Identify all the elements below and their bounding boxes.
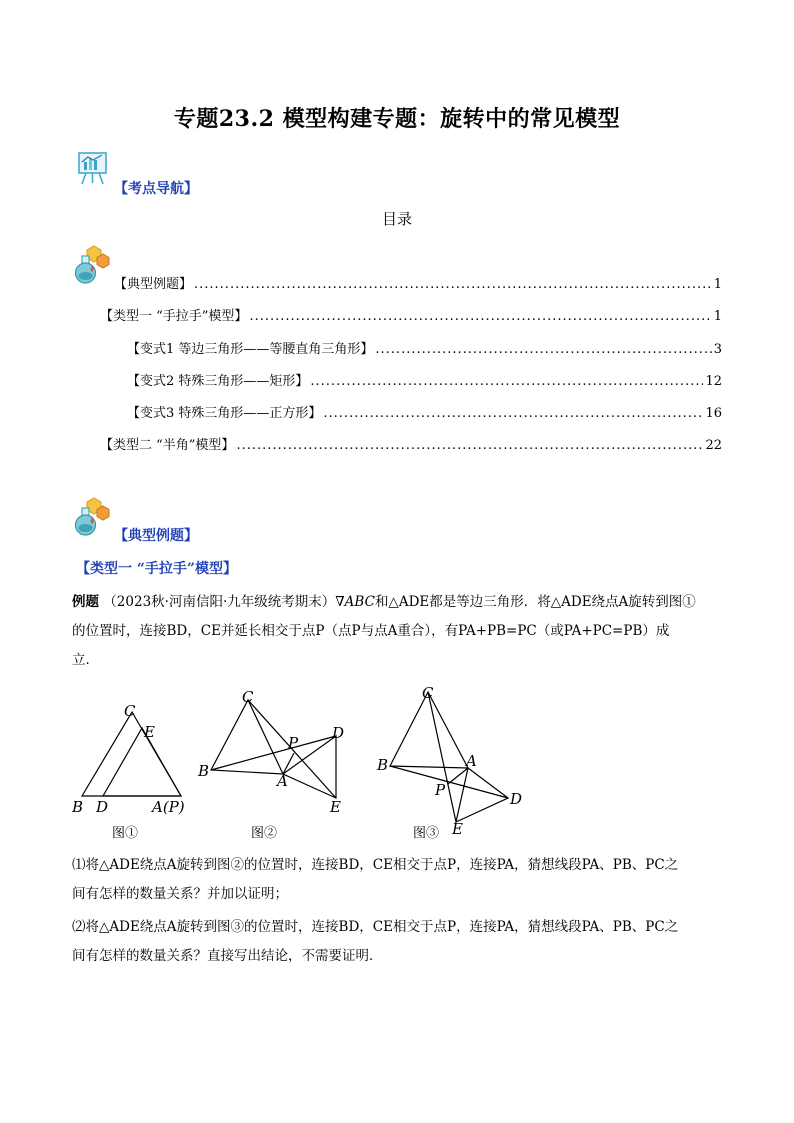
question-1-line1: ⑴将△ADE绕点A旋转到图②的位置时，连接BD，CE相交于点P，连接PA，猜想线段PA、PB、PC之	[72, 857, 679, 873]
toc-item-page: 16	[705, 406, 722, 421]
toc-item-label: 【典型例题】	[114, 277, 193, 292]
fig1-triangle-abc	[82, 712, 181, 796]
type-label: 【类型一 “手拉手”模型】	[76, 561, 237, 577]
fig3-triangle-ade	[456, 768, 508, 822]
fig1-label-a: A(P)	[152, 798, 185, 816]
fig2-label-b: B	[198, 762, 210, 780]
fig2-label-c: C	[242, 688, 254, 706]
figures	[60, 680, 540, 840]
page-title: 专题23.2 模型构建专题：旋转中的常见模型	[173, 106, 621, 132]
flask-icon	[74, 244, 110, 284]
fig3-label-b: B	[377, 756, 389, 774]
nav-label: 【考点导航】	[114, 181, 198, 197]
toc-item-label: 【变式1 等边三角形——等腰直角三角形】	[127, 342, 374, 357]
fig1-label-d: D	[96, 798, 109, 816]
fig3-label-a: A	[466, 752, 477, 770]
toc-row[interactable]	[127, 338, 722, 356]
toc-item-label: 【变式3 特殊三角形——正方形】	[127, 406, 322, 421]
toc-row[interactable]	[114, 273, 722, 291]
toc-row[interactable]	[100, 434, 722, 452]
fig3-line-bd	[390, 766, 508, 798]
toc-row[interactable]	[100, 305, 722, 323]
toc-leader-dots	[236, 438, 703, 453]
toc-row[interactable]	[127, 370, 722, 388]
fig3-label-d: D	[510, 790, 523, 808]
question-2-line1: ⑵将△ADE绕点A旋转到图③的位置时，连接BD，CE相交于点P，连接PA，猜想线段PA、PB、PC之	[72, 919, 679, 935]
example-line3: 立．	[72, 652, 99, 668]
toc-item-page: 1	[713, 277, 722, 292]
question-1-line2: 间有怎样的数量关系？并加以证明；	[72, 886, 288, 902]
toc-item-page: 12	[705, 374, 722, 389]
example-triangle: ∇ABC	[335, 594, 375, 610]
example-source: （2023秋·河南信阳·九年级统考期末）	[103, 594, 336, 610]
fig2-caption: 图②	[251, 826, 278, 841]
fig2-label-a: A	[277, 772, 288, 790]
toc-item-page: 22	[705, 438, 722, 453]
example-paragraph	[72, 588, 722, 675]
fig1-label-b: B	[72, 798, 84, 816]
question-2-line2: 间有怎样的数量关系？直接写出结论，不需要证明．	[72, 948, 383, 964]
toc-leader-dots	[310, 374, 703, 389]
example-lead: 例题	[72, 594, 99, 610]
toc-leader-dots	[249, 309, 711, 324]
flask-icon	[74, 496, 110, 536]
fig2-label-d: D	[332, 724, 345, 742]
fig2-label-p: P	[288, 734, 299, 752]
fig2-label-e: E	[330, 798, 341, 816]
easel-chart-icon	[76, 150, 110, 186]
toc-item-label: 【变式2 特殊三角形——矩形】	[127, 374, 309, 389]
fig2-triangle-abc	[211, 700, 283, 774]
toc-item-label: 【类型一 “手拉手”模型】	[100, 309, 248, 324]
fig1-triangle-ade	[103, 728, 181, 796]
toc-leader-dots	[375, 342, 711, 357]
toc-item-page: 3	[713, 342, 722, 357]
fig3-triangle-abc	[390, 692, 468, 768]
toc-leader-dots	[323, 406, 703, 421]
fig3-label-c: C	[422, 684, 434, 702]
toc-leader-dots	[194, 277, 712, 292]
toc-item-page: 1	[713, 309, 722, 324]
fig2-line-bd	[211, 736, 336, 770]
fig2-line-pa	[283, 753, 294, 774]
toc-title: 目录	[381, 210, 412, 228]
example-line2: 的位置时，连接BD，CE并延长相交于点P（点P与点A重合），有PA+PB=PC（或PA+PC=PB）成	[72, 623, 670, 639]
fig1-caption: 图①	[112, 826, 139, 841]
fig3-line-ce	[428, 692, 456, 822]
fig1-label-c: C	[124, 702, 136, 720]
fig1-label-e: E	[144, 723, 155, 741]
question-1	[72, 851, 722, 909]
toc-row[interactable]	[127, 402, 722, 420]
toc-item-label: 【类型二 “半角”模型】	[100, 438, 235, 453]
fig3-caption: 图③	[413, 826, 440, 841]
example-line1: 和△ADE都是等边三角形．将△ADE绕点A旋转到图①	[374, 594, 696, 610]
fig3-label-e: E	[452, 820, 463, 838]
question-2	[72, 913, 722, 971]
fig3-label-p: P	[435, 781, 446, 799]
section-label: 【典型例题】	[114, 528, 198, 544]
